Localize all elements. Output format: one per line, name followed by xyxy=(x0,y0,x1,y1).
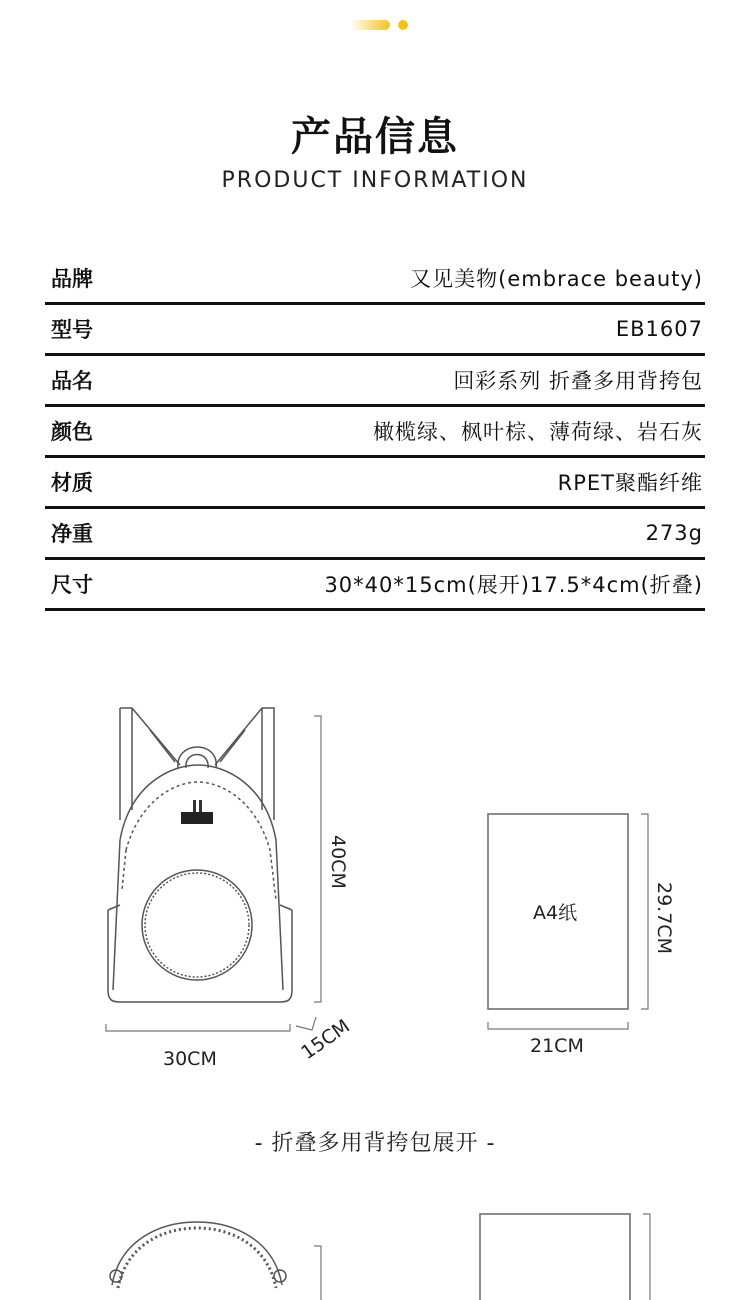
info-value: 又见美物(embrace beauty) xyxy=(410,267,703,291)
unfolded-drawing-partial xyxy=(0,1200,750,1300)
info-row-name xyxy=(45,356,705,407)
a4-height-dimension-line xyxy=(641,814,648,1009)
backpack-outline xyxy=(108,708,292,1002)
unfolded-height-dimension-line xyxy=(314,1246,321,1300)
width-dimension-line xyxy=(106,1024,290,1031)
a4-height-label: 29.7CM xyxy=(653,882,675,954)
info-label: 净重 xyxy=(51,522,93,546)
info-label: 型号 xyxy=(51,318,93,342)
info-value: 橄榄绿、枫叶棕、薄荷绿、岩石灰 xyxy=(373,420,703,444)
a4-width-label: 21CM xyxy=(530,1035,584,1057)
info-label: 品名 xyxy=(51,369,93,393)
accent-dot xyxy=(398,20,408,30)
accent-bar xyxy=(350,20,390,30)
info-value: 273g xyxy=(645,521,703,545)
a4-paper-label: A4纸 xyxy=(533,902,578,924)
depth-dimension-line xyxy=(296,1017,316,1030)
info-label: 尺寸 xyxy=(51,573,93,597)
info-row-brand xyxy=(45,254,705,305)
height-dimension-line xyxy=(314,716,321,1002)
info-row-weight xyxy=(45,509,705,560)
backpack-width-label: 30CM xyxy=(163,1048,217,1070)
info-label: 材质 xyxy=(51,471,93,495)
backpack-depth-label: 15CM xyxy=(297,1015,354,1065)
info-value: 30*40*15cm(展开)17.5*4cm(折叠) xyxy=(324,573,703,597)
a4-width-dimension-line xyxy=(488,1022,628,1029)
info-row-color xyxy=(45,407,705,458)
info-value: EB1607 xyxy=(615,317,703,341)
info-label: 品牌 xyxy=(51,267,93,291)
backpack-label-patch xyxy=(181,800,213,824)
info-value: RPET聚酯纤维 xyxy=(557,471,703,495)
crossbody-bag-outline xyxy=(110,1222,286,1288)
info-row-material xyxy=(45,458,705,509)
info-row-model xyxy=(45,305,705,356)
info-label: 颜色 xyxy=(51,420,93,444)
product-info-table xyxy=(45,254,705,611)
section-title-cn: 产品信息 xyxy=(291,114,459,160)
top-accent-decoration xyxy=(350,18,410,32)
info-row-size xyxy=(45,560,705,611)
info-value: 回彩系列 折叠多用背挎包 xyxy=(453,369,703,393)
dimension-drawing xyxy=(0,690,750,1090)
a4-paper-outline-2 xyxy=(480,1214,630,1300)
backpack-height-label: 40CM xyxy=(327,835,349,889)
fold-caption: - 折叠多用背挎包展开 - xyxy=(254,1131,496,1156)
section-title-en: PRODUCT INFORMATION xyxy=(221,168,529,193)
a4-height-dimension-line-2 xyxy=(643,1214,650,1300)
